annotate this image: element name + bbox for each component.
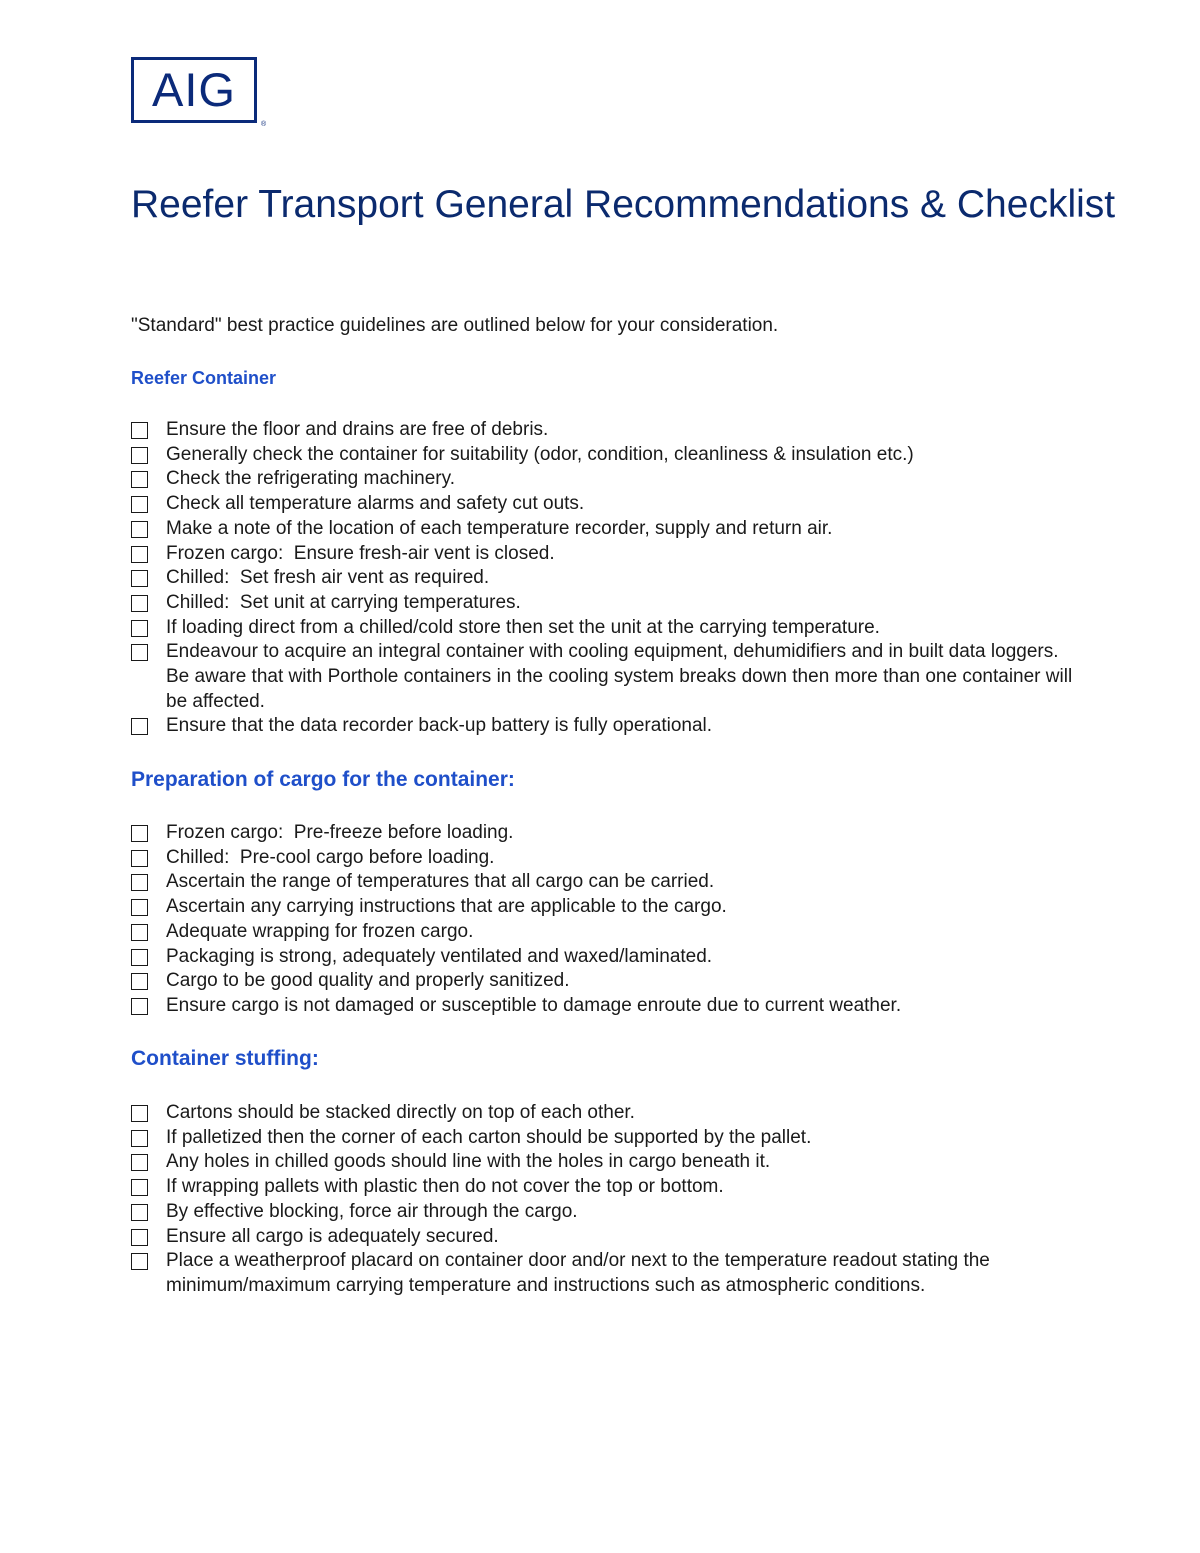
- checklist-item-text: Ensure that the data recorder back-up battery is fully operational.: [166, 715, 713, 737]
- checklist-item-text: Place a weatherproof placard on container door and/or next to the temperature readout stating the minimum/maximum carrying temperature and instructions such as atmospheric conditions.: [166, 1250, 996, 1296]
- checkbox[interactable]: [131, 471, 148, 488]
- checklist-item-text: Chilled: Set unit at carrying temperatures.: [166, 591, 521, 613]
- checklist-item-text: If palletized then the corner of each carton should be supported by the pallet.: [166, 1126, 812, 1148]
- checklist-item: [131, 467, 1081, 492]
- checklist-item-text: Ensure all cargo is adequately secured.: [166, 1225, 499, 1247]
- checkbox[interactable]: [131, 874, 148, 891]
- section-heading-container-stuffing: Container stuffing:: [131, 1047, 319, 1070]
- checkbox[interactable]: [131, 570, 148, 587]
- checklist-item: [131, 846, 1081, 871]
- checklist-item-text: Ensure the floor and drains are free of debris.: [166, 419, 549, 440]
- checklist-item: [131, 821, 1081, 846]
- checkbox[interactable]: [131, 496, 148, 513]
- checkbox[interactable]: [131, 1253, 148, 1270]
- checklist-item: [131, 542, 1081, 567]
- checkbox[interactable]: [131, 973, 148, 990]
- checkbox[interactable]: [131, 1179, 148, 1196]
- checklist-container-stuffing: [131, 1101, 1081, 1299]
- section-heading-reefer-container: Reefer Container: [131, 368, 277, 388]
- checklist-item: [131, 492, 1081, 517]
- checklist-item-text: Any holes in chilled goods should line with the holes in cargo beneath it.: [166, 1151, 771, 1173]
- checklist-reefer-container: [131, 418, 1081, 739]
- checklist-item: [131, 517, 1081, 542]
- checklist-item-text: If wrapping pallets with plastic then do not cover the top or bottom.: [166, 1176, 724, 1198]
- checkbox[interactable]: [131, 644, 148, 661]
- checkbox[interactable]: [131, 1229, 148, 1246]
- checkbox[interactable]: [131, 1105, 148, 1122]
- checklist-item: [131, 895, 1081, 920]
- checklist-item-text: Endeavour to acquire an integral container with cooling equipment, dehumidifiers and in built data loggers. Be aware that with Porthole containers in the cooling system breaks down then more than one container will be affected.: [166, 641, 1078, 712]
- checklist-item-text: Ensure cargo is not damaged or susceptible to damage enroute due to current weather.: [166, 994, 902, 1016]
- checkbox[interactable]: [131, 718, 148, 735]
- checklist-item: [131, 616, 1081, 641]
- checklist-item: [131, 714, 1081, 739]
- checkbox[interactable]: [131, 924, 148, 941]
- checklist-item-text: Cartons should be stacked directly on top of each other.: [166, 1102, 635, 1123]
- logo-wordmark: AIG: [152, 63, 236, 116]
- checklist-item-text: Adequate wrapping for frozen cargo.: [166, 920, 474, 942]
- checklist-item-text: Make a note of the location of each temperature recorder, supply and return air.: [166, 517, 833, 539]
- aig-logo: [131, 57, 257, 123]
- checklist-item: [131, 443, 1081, 468]
- checkbox[interactable]: [131, 620, 148, 637]
- checklist-item-text: Generally check the container for suitability (odor, condition, cleanliness & insulation etc.): [166, 443, 914, 465]
- registered-mark: ®: [261, 121, 267, 128]
- checklist-item-text: If loading direct from a chilled/cold store then set the unit at the carrying temperature.: [166, 616, 880, 638]
- checklist-item: [131, 1225, 1081, 1250]
- checkbox[interactable]: [131, 1204, 148, 1221]
- checkbox[interactable]: [131, 521, 148, 538]
- checklist-item: [131, 566, 1081, 591]
- checklist-item: [131, 418, 1081, 443]
- checkbox[interactable]: [131, 998, 148, 1015]
- section-heading-cargo-preparation: Preparation of cargo for the container:: [131, 768, 515, 791]
- checkbox[interactable]: [131, 447, 148, 464]
- checklist-item-text: Frozen cargo: Ensure fresh-air vent is closed.: [166, 542, 555, 564]
- checklist-item: [131, 1249, 1081, 1298]
- checklist-item: [131, 870, 1081, 895]
- checklist-item: [131, 920, 1081, 945]
- checkbox[interactable]: [131, 949, 148, 966]
- checkbox[interactable]: [131, 595, 148, 612]
- checklist-item-text: Chilled: Pre-cool cargo before loading.: [166, 846, 495, 868]
- checklist-item: [131, 994, 1081, 1019]
- checkbox[interactable]: [131, 546, 148, 563]
- intro-text: "Standard" best practice guidelines are outlined below for your consideration.: [131, 315, 779, 336]
- checkbox[interactable]: [131, 850, 148, 867]
- checklist-item: [131, 1150, 1081, 1175]
- checklist-cargo-preparation: [131, 821, 1081, 1019]
- checklist-item-text: Ascertain the range of temperatures that all cargo can be carried.: [166, 871, 715, 893]
- checklist-item-text: Frozen cargo: Pre-freeze before loading.: [166, 822, 514, 843]
- checklist-item-text: Check the refrigerating machinery.: [166, 468, 455, 490]
- checkbox[interactable]: [131, 1130, 148, 1147]
- checklist-item: [131, 969, 1081, 994]
- checklist-item: [131, 1101, 1081, 1126]
- checklist-item-text: Packaging is strong, adequately ventilated and waxed/laminated.: [166, 945, 713, 967]
- checklist-item-text: Check all temperature alarms and safety cut outs.: [166, 493, 585, 515]
- checklist-item-text: Chilled: Set fresh air vent as required.: [166, 567, 490, 589]
- checkbox[interactable]: [131, 1154, 148, 1171]
- checklist-item-text: By effective blocking, force air through the cargo.: [166, 1200, 578, 1222]
- checklist-item-text: Cargo to be good quality and properly sanitized.: [166, 970, 570, 992]
- page-title: Reefer Transport General Recommendations & Checklist: [131, 183, 1116, 226]
- checklist-item: [131, 640, 1081, 714]
- checkbox[interactable]: [131, 422, 148, 439]
- checkbox[interactable]: [131, 899, 148, 916]
- checklist-item: [131, 1200, 1081, 1225]
- checklist-item-text: Ascertain any carrying instructions that are applicable to the cargo.: [166, 896, 727, 918]
- checkbox[interactable]: [131, 825, 148, 842]
- checklist-item: [131, 1175, 1081, 1200]
- checklist-item: [131, 591, 1081, 616]
- checklist-item: [131, 1126, 1081, 1151]
- checklist-item: [131, 945, 1081, 970]
